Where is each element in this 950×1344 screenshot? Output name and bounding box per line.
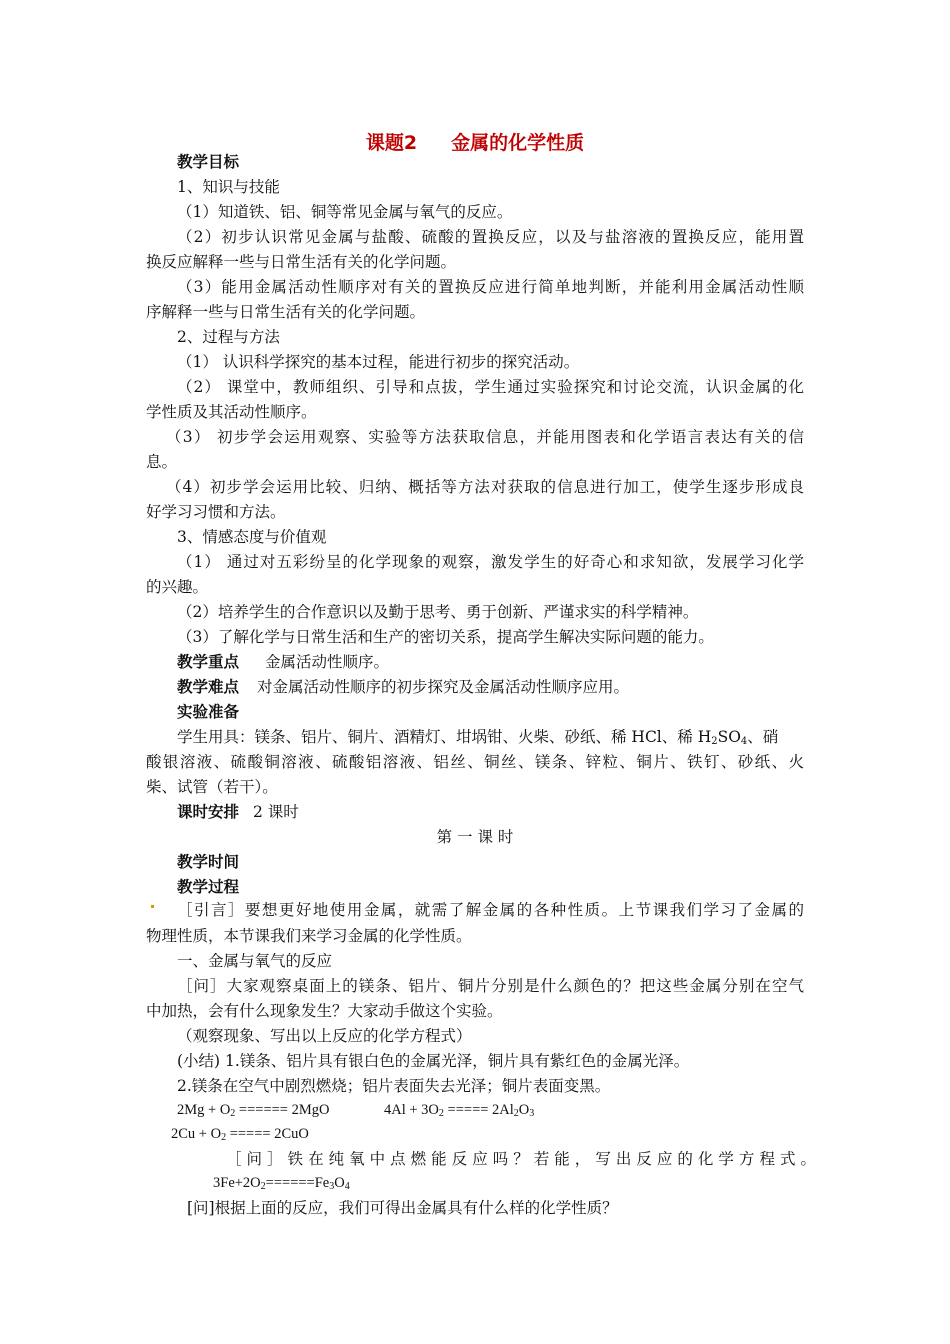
schedule-label: 课时安排 bbox=[177, 803, 240, 821]
goal-2-3-line2: 息。 bbox=[146, 453, 178, 471]
question-3: [问]根据上面的反应，我们可得出金属具有什么样的化学性质？ bbox=[187, 1199, 618, 1217]
goal-1-1: （1）知道铁、铝、铜等常见金属与氧气的反应。 bbox=[177, 203, 513, 221]
goal-2-4-line2: 好学习习惯和方法。 bbox=[146, 503, 286, 521]
summary-2: 2.镁条在空气中剧烈燃烧；铝片表面失去光泽；铜片表面变黑。 bbox=[177, 1077, 611, 1095]
goal-2-2-line1: （2） 课堂中，教师组织、引导和点拔，学生通过实验探究和讨论交流，认识金属的化 bbox=[177, 378, 804, 396]
equation-mg: $2Mg + O_2$ ====== 2MgO bbox=[177, 1102, 330, 1119]
goal-2-2-line2: 学性质及其活动性顺序。 bbox=[146, 403, 317, 421]
equation-al: $4Al + 3O_2$ ===== $2Al_2O_3$ bbox=[384, 1102, 535, 1119]
goal-3-2: （2）培养学生的合作意识以及勤于思考、勇于创新、严谨求实的科学精神。 bbox=[177, 603, 699, 621]
goal-3-3: （3）了解化学与日常生活和生产的密切关系，提高学生解决实际问题的能力。 bbox=[177, 628, 714, 646]
intro-line2: 物理性质，本节课我们来学习金属的化学性质。 bbox=[146, 927, 472, 945]
goal-3-1-line2: 的兴趣。 bbox=[146, 578, 209, 596]
materials-line2: 酸银溶液、硫酸铜溶液、硫酸铝溶液、铝丝、铜丝、镁条、锌粒、铜片、铁钉、砂纸、火 bbox=[146, 753, 804, 771]
schedule-text: 2 课时 bbox=[253, 803, 299, 821]
goal-1-2-line1: （2）初步认识常见金属与盐酸、硫酸的置换反应，以及与盐溶液的置换反应，能用置 bbox=[177, 228, 804, 246]
goal-2-4-line1: （4）初步学会运用比较、归纳、概括等方法对获取的信息进行加工，使学生逐步形成良 bbox=[166, 478, 804, 496]
observation-note: （观察现象、写出以上反应的化学方程式） bbox=[177, 1027, 472, 1045]
summary-1: (小结) 1.镁条、铝片具有银白色的金属光泽，铜片具有紫红色的金属光泽。 bbox=[177, 1052, 690, 1070]
key-point-row bbox=[177, 652, 389, 672]
question-1-line2: 中加热，会有什么现象发生？大家动手做这个实验。 bbox=[146, 1002, 503, 1020]
equation-fe: $3Fe+2O_2======Fe_3O_4$ bbox=[213, 1175, 350, 1192]
intro-line1: ［引言］要想更好地使用金属，就需了解金属的各种性质。上节课我们学习了金属的 bbox=[177, 901, 804, 919]
section-1-heading: 一、金属与氧气的反应 bbox=[177, 952, 333, 970]
page-title bbox=[0, 128, 950, 155]
difficulty-row bbox=[177, 677, 629, 697]
equation-cu: $2Cu + O_2$ ===== 2CuO bbox=[171, 1126, 309, 1143]
subheading-process-method: 2、过程与方法 bbox=[177, 328, 280, 346]
heading-teaching-goals: 教学目标 bbox=[177, 153, 240, 171]
schedule-row bbox=[177, 802, 299, 822]
difficulty-text: 对金属活动性顺序的初步探究及金属活动性顺序应用。 bbox=[257, 678, 630, 696]
goal-3-1-line1: （1） 通过对五彩纷呈的化学现象的观察，激发学生的好奇心和求知欲，发展学习化学 bbox=[177, 553, 804, 571]
goal-1-3-line1: （3）能用金属活动性顺序对有关的置换反应进行简单地判断，并能利用金属活动性顺 bbox=[177, 278, 804, 296]
subheading-attitude-values: 3、情感态度与价值观 bbox=[177, 528, 327, 546]
question-1-line1: ［问］大家观察桌面上的镁条、铝片、铜片分别是什么颜色的？把这些金属分别在空气 bbox=[177, 977, 804, 995]
goal-1-2-line2: 换反应解释一些与日常生活有关的化学问题。 bbox=[146, 253, 457, 271]
difficulty-label: 教学难点 bbox=[177, 678, 240, 696]
materials-line3: 柴、试管（若干）。 bbox=[146, 778, 278, 796]
heading-experiment-prep: 实验准备 bbox=[177, 703, 240, 721]
title-lesson-number: 课题2 bbox=[365, 132, 418, 154]
goal-2-3-line1: （3） 初步学会运用观察、实验等方法获取信息，并能用图表和化学语言表达有关的信 bbox=[166, 428, 804, 446]
stray-mark bbox=[151, 905, 154, 908]
subheading-knowledge-skills: 1、知识与技能 bbox=[177, 178, 280, 196]
key-point-label: 教学重点 bbox=[177, 653, 240, 671]
title-topic: 金属的化学性质 bbox=[451, 132, 585, 154]
question-2: ［问］铁在纯氧中点燃能反应吗？若能，写出反应的化学方程式。 bbox=[226, 1150, 816, 1168]
key-point-text: 金属活动性顺序。 bbox=[265, 653, 390, 671]
first-lesson-heading: 第 一 课 时 bbox=[436, 828, 514, 846]
goal-2-1: （1） 认识科学探究的基本过程，能进行初步的探究活动。 bbox=[177, 353, 580, 371]
materials-line1: 学生用具：镁条、铝片、铜片、酒精灯、坩埚钳、火柴、砂纸、稀 HCl、稀 $H_2SO_4$、硝 bbox=[177, 728, 779, 747]
heading-teaching-time: 教学时间 bbox=[177, 853, 240, 871]
goal-1-3-line2: 序解释一些与日常生活有关的化学问题。 bbox=[146, 303, 426, 321]
heading-teaching-process: 教学过程 bbox=[177, 878, 240, 896]
